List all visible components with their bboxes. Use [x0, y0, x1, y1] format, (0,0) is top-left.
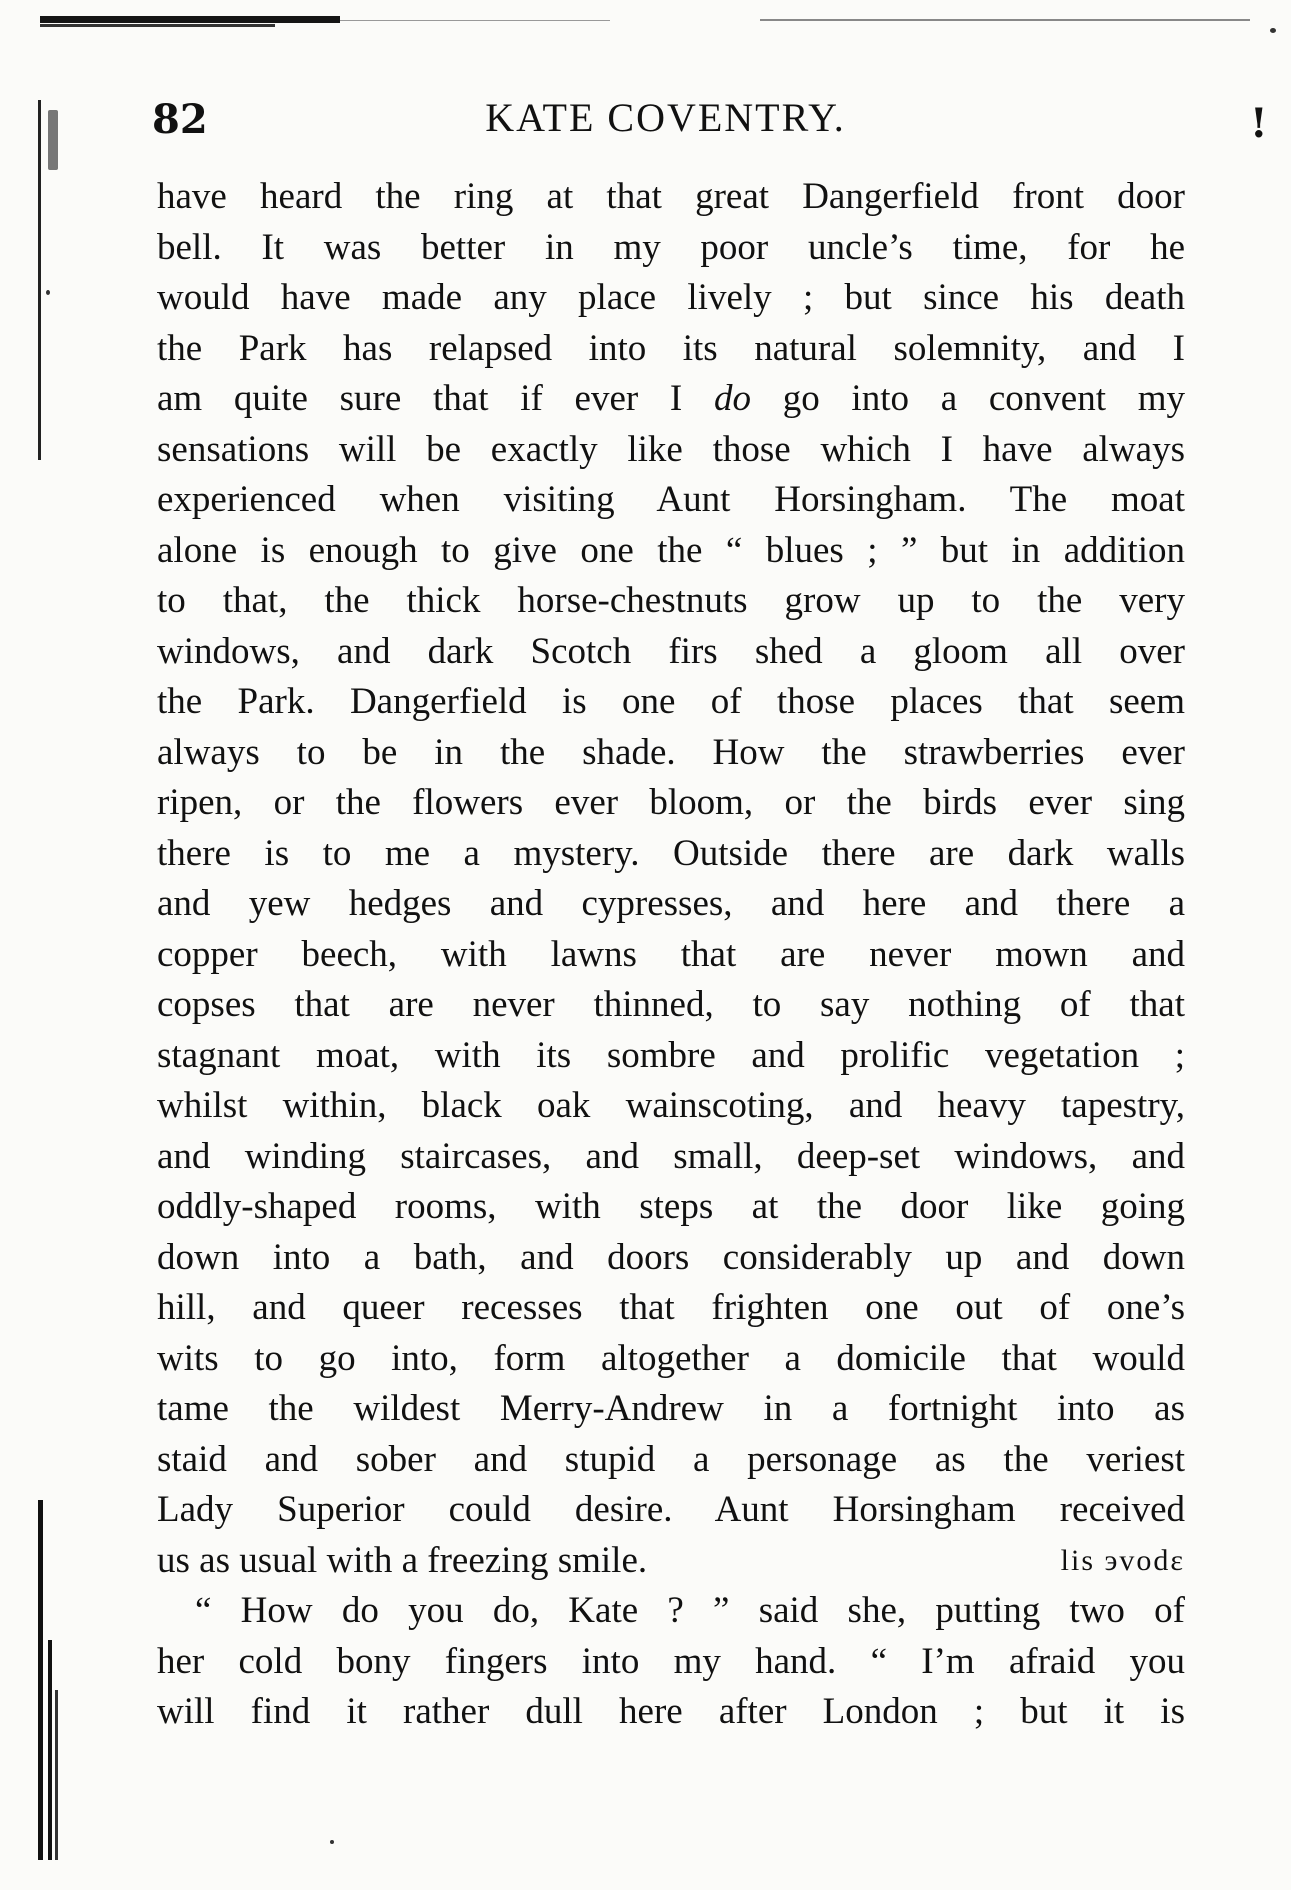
text-line-segment: windows, and dark Scotch firs shed a gloom all over	[157, 630, 1185, 672]
show-through-text: lis эvodɛ	[1060, 1543, 1185, 1577]
text-line-segment: copper beech, with lawns that are never mown and	[157, 933, 1185, 975]
text-line-segment: stagnant moat, with its sombre and prolific vegetation ;	[157, 1034, 1185, 1076]
text-line	[157, 1435, 1185, 1486]
text-line	[157, 778, 1185, 829]
text-line	[157, 980, 1185, 1031]
text-line-segment: there is to me a mystery. Outside there are dark walls	[157, 832, 1185, 874]
page-number: 82	[152, 96, 208, 143]
text-line-segment: would have made any place lively ; but since his death	[157, 277, 1185, 318]
text-line	[157, 273, 1185, 324]
page-edge-shadow	[48, 1640, 52, 1860]
text-line	[157, 1384, 1185, 1435]
page-edge-shadow	[38, 100, 41, 460]
text-line-segment: whilst within, black oak wainscoting, and heavy tapestry,	[157, 1085, 1185, 1126]
text-line-segment: the Park. Dangerfield is one of those places that seem	[157, 681, 1185, 722]
text-line	[157, 930, 1185, 981]
running-head: KATE COVENTRY.	[485, 95, 846, 140]
text-line-segment: us as usual with a freezing smile.	[157, 1539, 648, 1581]
text-line	[157, 324, 1185, 375]
text-line	[157, 475, 1185, 526]
text-line	[157, 1031, 1185, 1082]
text-line	[157, 425, 1185, 476]
text-line-segment: hill, and queer recesses that frighten one out of one’s	[157, 1287, 1185, 1328]
text-line-segment: sensations will be exactly like those which I have always	[157, 428, 1185, 470]
text-line	[157, 576, 1185, 627]
text-line	[157, 223, 1185, 274]
text-line	[157, 1586, 1185, 1637]
text-line-segment: and yew hedges and cypresses, and here and there a	[157, 883, 1185, 924]
page-edge-shadow	[38, 1500, 43, 1860]
top-rule	[40, 24, 275, 27]
text-line-segment: staid and sober and stupid a personage as the veriest	[157, 1438, 1185, 1480]
text-line-segment: “ How do you do, Kate ? ” said she, putting two of	[195, 1590, 1185, 1631]
text-line	[157, 1132, 1185, 1183]
text-line-segment: tame the wildest Merry-Andrew in a fortnight into as	[157, 1388, 1185, 1429]
text-line-segment: to that, the thick horse-chestnuts grow up to the very	[157, 580, 1185, 621]
text-line	[157, 1081, 1185, 1132]
text-line-segment: bell. It was better in my poor uncle’s time, for he	[157, 226, 1185, 268]
scan-speck	[46, 290, 50, 295]
text-line-segment: always to be in the shade. How the strawberries ever	[157, 731, 1185, 773]
text-line	[157, 677, 1185, 728]
margin-mark: !	[1250, 100, 1268, 147]
text-line	[157, 1334, 1185, 1385]
text-line-segment: am quite sure that if ever I	[157, 378, 714, 419]
text-line	[157, 1485, 1185, 1536]
text-line	[157, 1283, 1185, 1334]
text-line-segment: experienced when visiting Aunt Horsingham. The moat	[157, 479, 1185, 520]
scan-speck	[1270, 28, 1276, 33]
text-line-segment: Lady Superior could desire. Aunt Horsingham received	[157, 1489, 1185, 1530]
text-line-segment: alone is enough to give one the “ blues ; ” but in addition	[157, 529, 1185, 571]
text-line	[157, 829, 1185, 880]
text-line	[157, 1233, 1185, 1284]
text-line	[157, 627, 1185, 678]
text-line	[157, 728, 1185, 779]
text-line-segment: have heard the ring at that great Dangerfield front door	[157, 176, 1185, 217]
text-line-segment: and winding staircases, and small, deep-set windows, and	[157, 1135, 1185, 1177]
text-line-segment: copses that are never thinned, to say nothing of that	[157, 984, 1185, 1025]
top-rule	[40, 16, 340, 23]
text-line-segment: oddly-shaped rooms, with steps at the door like going	[157, 1186, 1185, 1227]
text-line-segment: wits to go into, form altogether a domicile that would	[157, 1337, 1185, 1379]
text-line-segment: the Park has relapsed into its natural solemnity, and I	[157, 327, 1185, 369]
text-line	[157, 1637, 1185, 1688]
top-rule	[760, 19, 1250, 21]
text-line-segment: down into a bath, and doors considerably up and down	[157, 1236, 1185, 1278]
scan-speck	[330, 1840, 334, 1844]
body-text	[157, 172, 1185, 1738]
text-line-segment: go into a convent my	[750, 378, 1185, 419]
top-rule	[340, 20, 610, 21]
text-line	[157, 526, 1185, 577]
italic-word: do	[713, 378, 751, 419]
text-line	[157, 879, 1185, 930]
text-line	[157, 1536, 1185, 1587]
text-line	[157, 1687, 1185, 1738]
text-line-segment: ripen, or the flowers ever bloom, or the birds ever sing	[157, 782, 1185, 823]
text-line-segment: her cold bony fingers into my hand. “ I’m afraid you	[157, 1640, 1185, 1682]
text-line	[157, 374, 1185, 425]
text-line	[157, 172, 1185, 223]
text-line-segment: will find it rather dull here after London ; but it is	[157, 1691, 1185, 1732]
page-edge-shadow	[55, 1690, 58, 1860]
text-line	[157, 1182, 1185, 1233]
